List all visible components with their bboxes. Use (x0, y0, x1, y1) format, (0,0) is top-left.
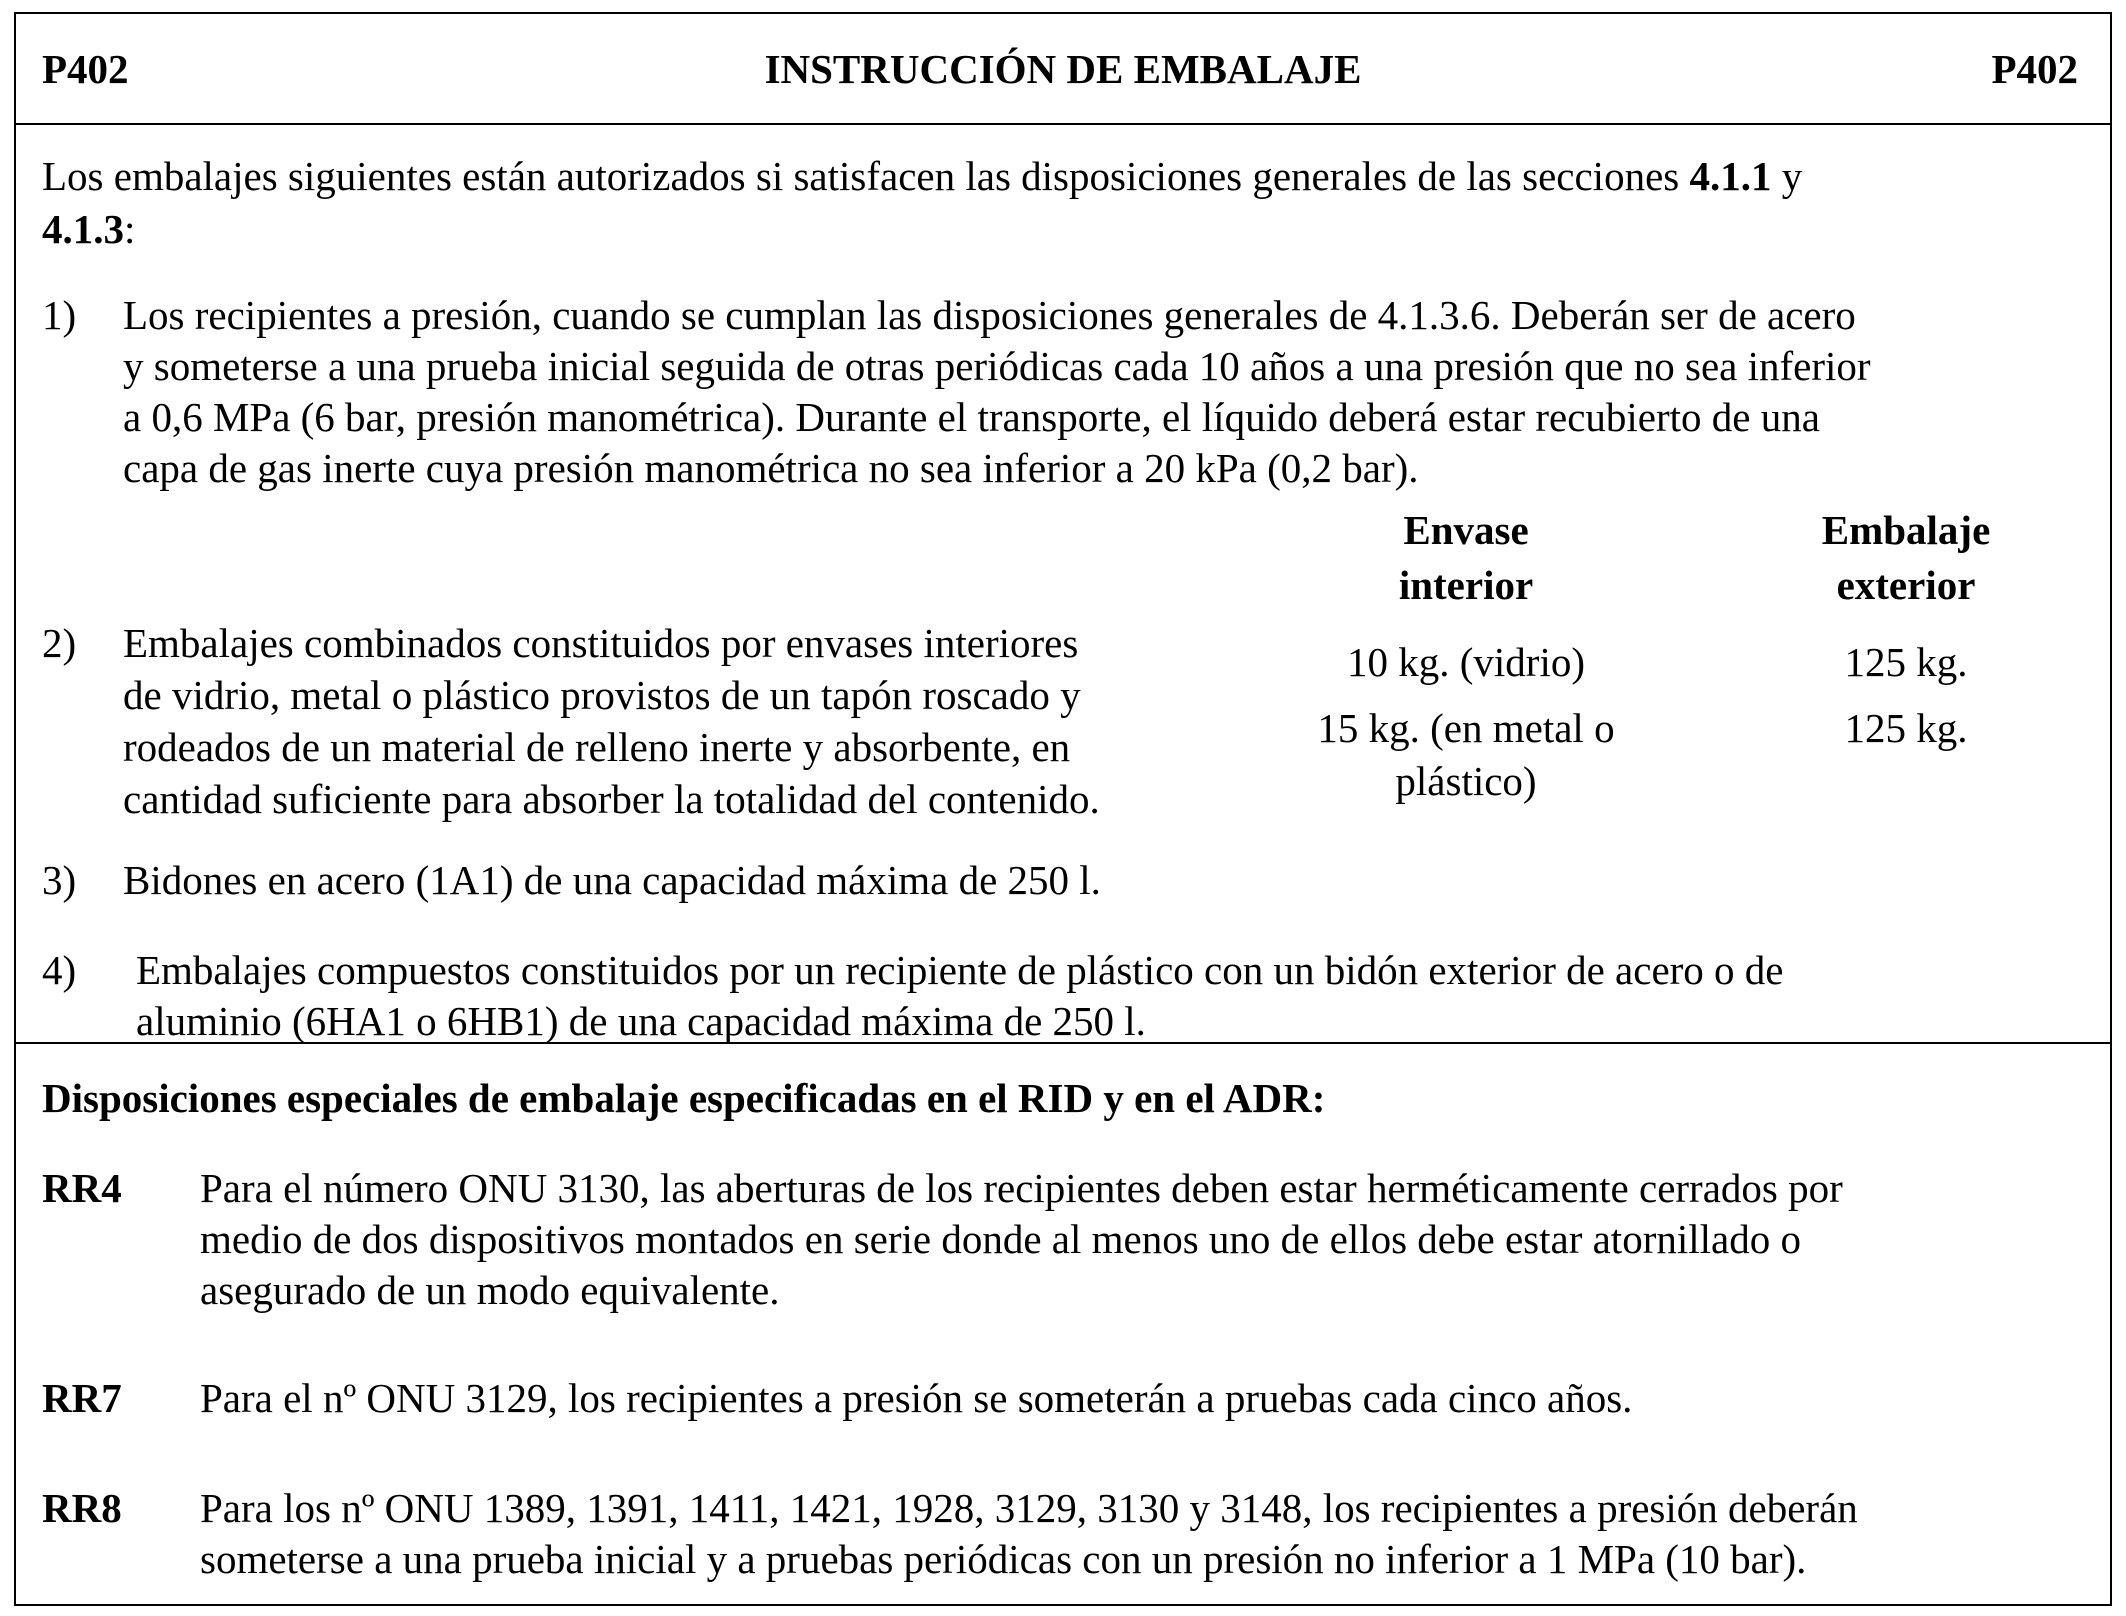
packing-instruction-box (14, 12, 2112, 1606)
col-header-outer-2: exterior (1836, 562, 1976, 608)
section-ref-a: 4.1.1 (1689, 153, 1772, 199)
rr7-line-1: Para el nº ONU 3129, los recipientes a presión se someterán a pruebas cada cinco años. (200, 1375, 1633, 1421)
header-row (16, 14, 2110, 125)
rr8-line-2: someterse a una prueba inicial y a pruebas periódicas con un presión no inferior a 1 MPa (10 bar). (200, 1536, 1807, 1582)
intro-colon: : (124, 206, 136, 252)
item-2-line-2: de vidrio, metal o plástico provistos de un tapón roscado y (123, 672, 1081, 718)
provision-code-rr4: RR4 (42, 1165, 122, 1211)
item-number-4: 4) (42, 947, 77, 993)
rr4-line-1: Para el número ONU 3130, las aberturas de los recipientes deben estar herméticamente cerrados por (200, 1165, 1843, 1211)
instruction-code-left: P402 (42, 46, 129, 92)
item-2-line-3: rodeados de un material de relleno inerte y absorbente, en (123, 724, 1071, 770)
item-1-line-3: a 0,6 MPa (6 bar, presión manométrica). Durante el transporte, el líquido deberá estar recubierto de una (123, 394, 1820, 440)
intro-line-2 (42, 203, 135, 256)
col-header-inner-1: Envase (1403, 507, 1529, 553)
rr4-line-3: asegurado de un modo equivalente. (200, 1267, 780, 1313)
instruction-code-right: P402 (1991, 46, 2078, 92)
item-2-line-1: Embalajes combinados constituidos por envases interiores (123, 620, 1079, 666)
provision-code-rr8: RR8 (42, 1485, 122, 1531)
page-title: INSTRUCCIÓN DE EMBALAJE (764, 46, 1362, 92)
special-provisions-title: Disposiciones especiales de embalaje especificadas en el RID y en el ADR: (42, 1075, 1326, 1121)
item-1-line-1: Los recipientes a presión, cuando se cumplan las disposiciones generales de 4.1.3.6. Deberán ser de acero (123, 292, 1856, 338)
item-number-1: 1) (42, 292, 77, 338)
col-header-inner-2: interior (1398, 562, 1534, 608)
provision-code-rr7: RR7 (42, 1375, 122, 1421)
col-header-outer-1: Embalaje (1821, 507, 1991, 553)
item-1-line-4: capa de gas inerte cuya presión manométrica no sea inferior a 20 kPa (0,2 bar). (123, 445, 1419, 491)
item-number-2: 2) (42, 620, 77, 666)
item-1-line-2: y someterse a una prueba inicial seguida de otras periódicas cada 10 años a una presión que no sea inferior (123, 343, 1871, 389)
item-4-line-2: aluminio (6HA1 o 6HB1) de una capacidad máxima de 250 l. (136, 998, 1146, 1044)
item-2-line-4: cantidad suficiente para absorber la totalidad del contenido. (123, 776, 1100, 822)
section-divider (16, 1042, 2110, 1044)
item-4-line-1: Embalajes compuestos constituidos por un recipiente de plástico con un bidón exterior de acero o de (136, 947, 1784, 993)
item-3-line-1: Bidones en acero (1A1) de una capacidad máxima de 250 l. (123, 857, 1101, 903)
row-1-outer: 125 kg. (1844, 639, 1968, 685)
section-ref-b: 4.1.3 (42, 206, 124, 252)
intro-conj: y (1781, 153, 1803, 199)
rr4-line-2: medio de dos dispositivos montados en serie donde al menos uno de ellos debe estar atornillado o (200, 1216, 1801, 1262)
row-2-inner-2: plástico) (1395, 758, 1537, 804)
intro-line-1 (42, 150, 2088, 203)
row-1-inner: 10 kg. (vidrio) (1347, 639, 1585, 685)
item-number-3: 3) (42, 857, 77, 903)
row-2-outer: 125 kg. (1844, 705, 1968, 751)
row-2-inner-1: 15 kg. (en metal o (1317, 705, 1615, 751)
rr8-line-1: Para los nº ONU 1389, 1391, 1411, 1421, 1928, 3129, 3130 y 3148, los recipientes a presión deberán (200, 1485, 1858, 1531)
intro-text: Los embalajes siguientes están autorizados si satisfacen las disposiciones generales de las secciones (42, 153, 1680, 199)
